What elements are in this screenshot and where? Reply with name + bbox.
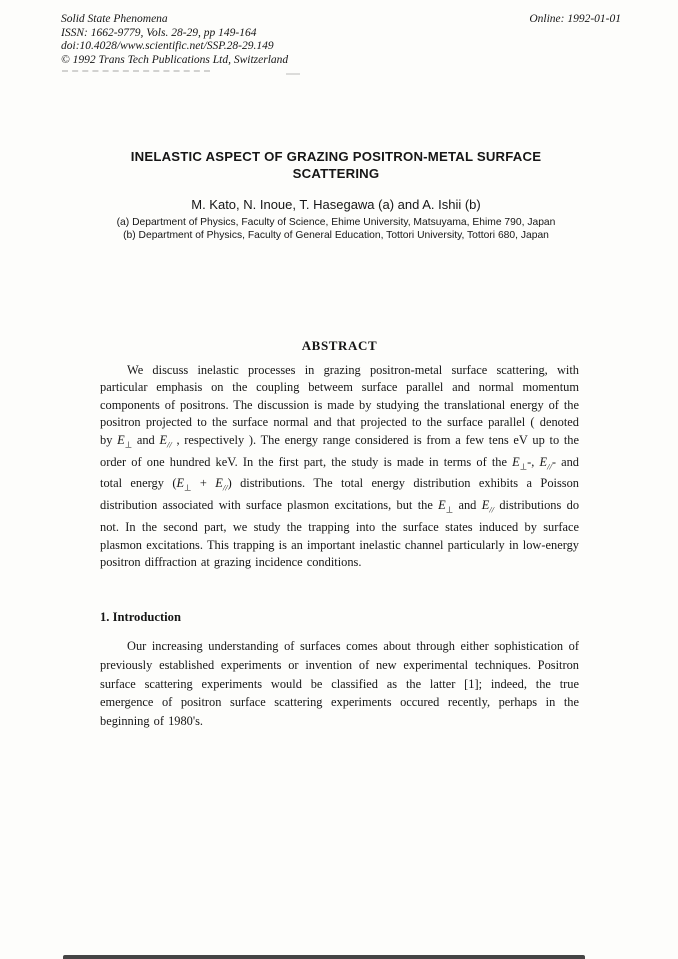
- journal-name: Solid State Phenomena: [61, 13, 168, 25]
- scan-artifact-mark: [286, 73, 300, 75]
- abstract-body: We discuss inelastic processes in grazing positron-metal surface scattering, with particular emphasis on the coupling betweem surface parallel and normal momentum components of positrons. The discussion is made by studying the translational energy of the positron projected to the surface normal and that projected to the surface parallel ( denoted by $E_\perp$ and $E_{//}$ , respectively ). The energy range considered is from a few tens eV up to the order of one hundred keV. In the first part, the study is made in terms of the $E_\perp-$, $E_{//}-$ and total energy $(E_\perp + E_{//})$ distributions. The total energy distribution exhibits a Poisson distribution associated with surface plasmon excitations, but the $E_\perp$ and $E_{//}$ distributions do not. In the second part, we study the trapping into the surface states induced by surface plasmon excitations. This trapping is an important inelastic channel particularly in low-energy positron diffraction at grazing incidence conditions.: [100, 363, 580, 569]
- affiliation-a: (a) Department of Physics, Faculty of Science, Ehime University, Matsuyama, Ehime 790, Japan: [116, 217, 556, 228]
- doi-line: doi:10.4028/www.scientific.net/SSP.28-29.149: [61, 40, 274, 53]
- introduction-heading: 1. Introduction: [100, 610, 181, 624]
- copyright-line: © 1992 Trans Tech Publications Ltd, Switzerland: [61, 53, 289, 66]
- affiliations-block: [76, 216, 596, 242]
- online-date: Online: 1992-01-01: [529, 13, 621, 25]
- page-bottom-scan-shadow: [63, 955, 585, 959]
- introduction-body: Our increasing understanding of surfaces comes about through either sophistication of previously established experiments or invention of new experimental techniques. Positron surface scattering experiments would be classified as the latter [1]; indeed, the true emergence of positron surface scattering experiments occured recently, perhaps in the beginning of 1980's.: [100, 639, 579, 729]
- issn-line: ISSN: 1662-9779, Vols. 28-29, pp 149-164: [61, 26, 257, 39]
- abstract-heading: ABSTRACT: [301, 338, 378, 353]
- journal-header: [61, 13, 288, 67]
- paper-title-line2: SCATTERING: [292, 165, 380, 181]
- affiliation-b: (b) Department of Physics, Faculty of General Education, Tottori University, Tottori 680, Japan: [123, 230, 549, 241]
- paper-title: [76, 149, 596, 182]
- scan-artifact-dashes: [62, 70, 210, 72]
- authors-line: M. Kato, N. Inoue, T. Hasegawa (a) and A. Ishii (b): [191, 197, 481, 212]
- paper-title-line1: INELASTIC ASPECT OF GRAZING POSITRON-METAL SURFACE: [130, 149, 542, 164]
